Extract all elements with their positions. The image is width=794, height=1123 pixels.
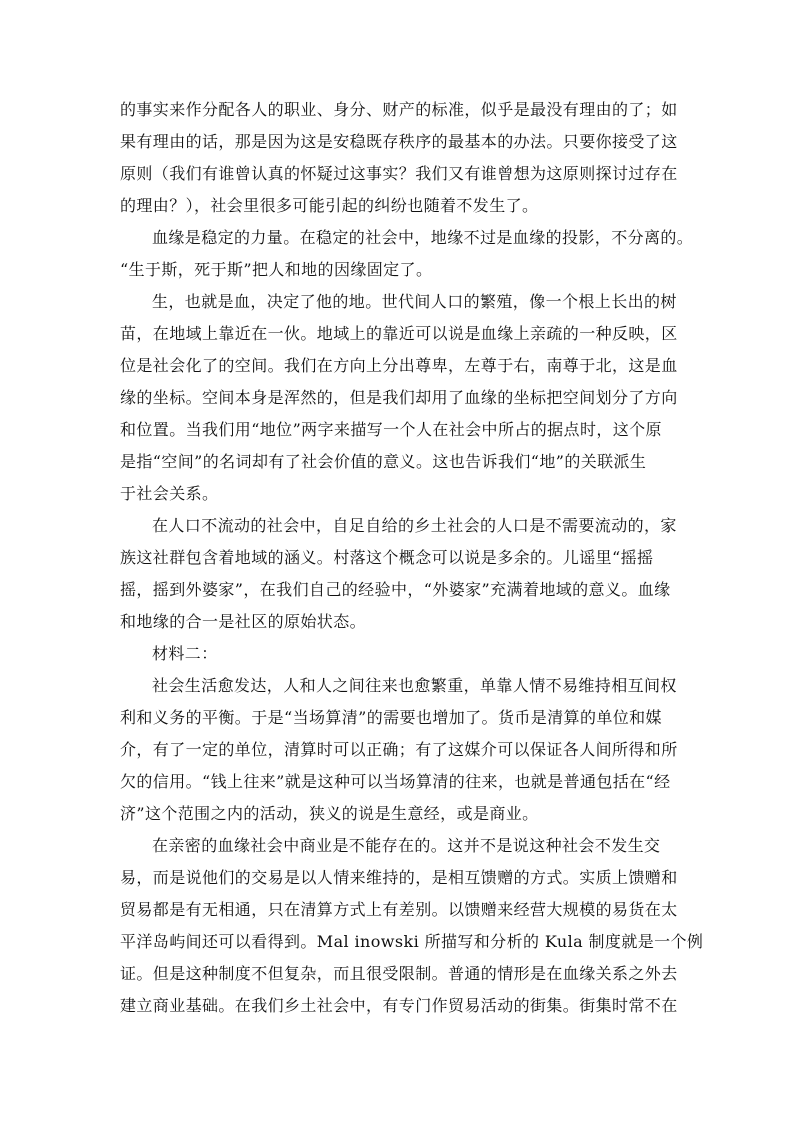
text-line: 和位置。当我们用“地位”两字来描写一个人在社会中所占的据点时，这个原	[120, 420, 662, 439]
text-line: 的理由？），社会里很多可能引起的纠纷也随着不发生了。	[120, 196, 539, 215]
text-line: “生于斯，死于斯”把人和地的因缘固定了。	[120, 260, 433, 279]
text-line: 和地缘的合一是社区的原始状态。	[120, 612, 367, 631]
text-line: 苗，在地域上靠近在一伙。地域上的靠近可以说是血缘上亲疏的一种反映，区	[120, 324, 678, 343]
text-line: 于社会关系。	[120, 484, 219, 503]
text-line: 果有理由的话，那是因为这是安稳既存秩序的最基本的办法。只要你接受了这	[120, 132, 678, 151]
text-line: 济”这个范围之内的活动，狭义的说是生意经，或是商业。	[120, 804, 539, 823]
text-line: 易，而是说他们的交易是以人情来维持的，是相互馈赠的方式。实质上馈赠和	[120, 868, 678, 887]
paragraph-start-line: 社会生活愈发达，人和人之间往来也愈繁重，单靠人情不易维持相互间权	[152, 676, 677, 695]
text-line: 利和义务的平衡。于是“当场算清”的需要也增加了。货币是清算的单位和媒	[120, 708, 662, 727]
paragraph-start-line: 生，也就是血，决定了他的地。世代间人口的繁殖，像一个根上长出的树	[152, 292, 677, 311]
text-line: 介，有了一定的单位，清算时可以正确；有了这媒介可以保证各人间所得和所	[120, 740, 678, 759]
text-line: 位是社会化了的空间。我们在方向上分出尊卑，左尊于右，南尊于北，这是血	[120, 356, 678, 375]
text-line: 的事实来作分配各人的职业、身分、财产的标准，似乎是最没有理由的了；如	[120, 100, 678, 119]
text-line: 欠的信用。“钱上往来”就是这种可以当场算清的往来，也就是普通包括在“经	[120, 772, 671, 791]
text-line: 原则（我们有谁曾认真的怀疑过这事实？我们又有谁曾想为这原则探讨过存在	[120, 164, 678, 183]
section-heading: 材料二：	[152, 644, 218, 663]
text-line: 族这社群包含着地域的涵义。村落这个概念可以说是多余的。儿谣里“摇摇	[120, 548, 654, 567]
text-line: 建立商业基础。在我们乡土社会中，有专门作贸易活动的街集。街集时常不在	[120, 996, 678, 1015]
paragraph-start-line: 在人口不流动的社会中，自足自给的乡土社会的人口是不需要流动的，家	[152, 516, 677, 535]
paragraph-start-line: 在亲密的血缘社会中商业是不能存在的。这并不是说这种社会不发生交	[152, 836, 661, 855]
text-line: 证。但是这种制度不但复杂，而且很受限制。普通的情形是在血缘关系之外去	[120, 964, 678, 983]
text-line: 贸易都是有无相通，只在清算方式上有差别。以馈赠来经营大规模的易货在太	[120, 900, 678, 919]
text-line: 缘的坐标。空间本身是浑然的，但是我们却用了血缘的坐标把空间划分了方向	[120, 388, 678, 407]
text-line: 摇，摇到外婆家”，在我们自己的经验中，“外婆家”充满着地域的意义。血缘	[120, 580, 671, 599]
text-line: 是指“空间”的名词却有了社会价值的意义。这也告诉我们“地”的关联派生	[120, 452, 647, 471]
paragraph-start-line: 血缘是稳定的力量。在稳定的社会中，地缘不过是血缘的投影，不分离的。	[152, 228, 694, 247]
text-line: 平洋岛屿间还可以看得到。Mal inowski 所描写和分析的 Kula 制度就是一个例	[120, 932, 704, 951]
